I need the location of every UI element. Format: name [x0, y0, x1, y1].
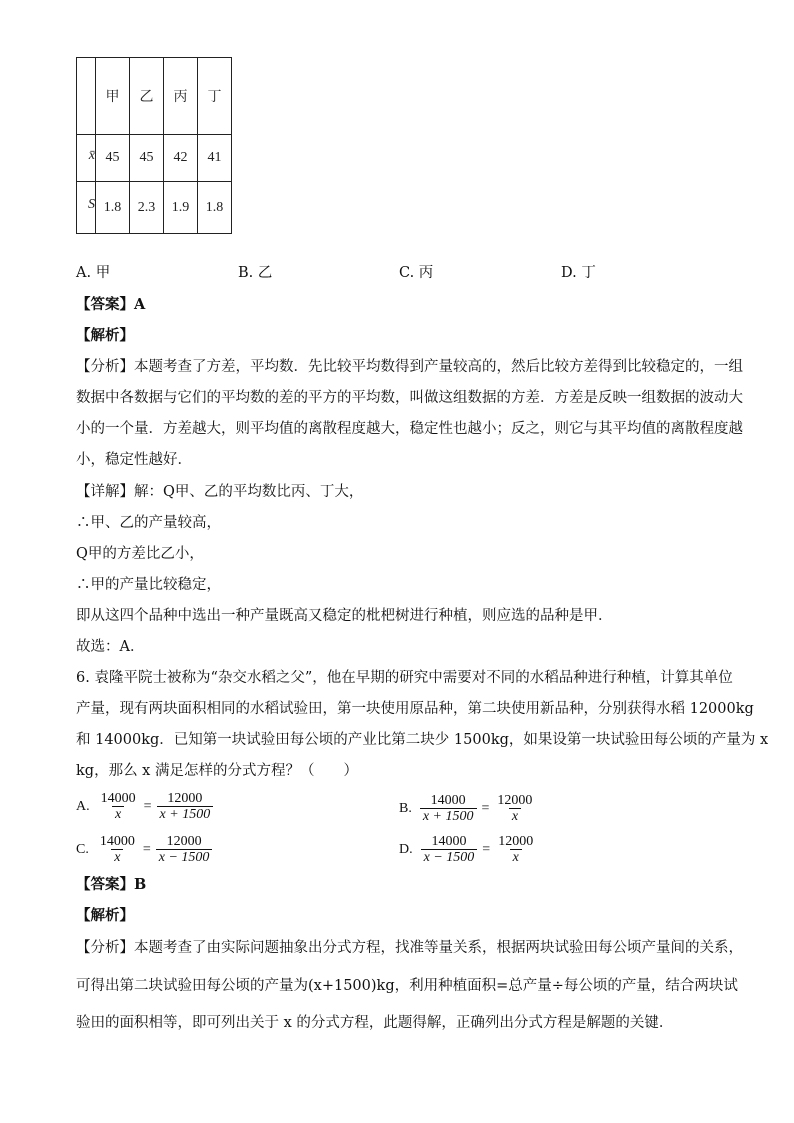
- numerator: 14000: [431, 834, 467, 849]
- q5-option-a: A. 甲: [76, 265, 111, 281]
- table-row-label: x̄: [77, 135, 96, 182]
- numerator: 14000: [430, 793, 466, 808]
- q5-detail-line: ∴甲的产量比较稳定，: [76, 577, 221, 593]
- denominator: x: [111, 849, 123, 866]
- option-label: B.: [399, 801, 412, 816]
- numerator: 12000: [498, 834, 534, 849]
- fraction: [97, 834, 138, 866]
- q6-stem-line: 产量，现有两块面积相同的水稻试验田，第一块使用原品种，第二块使用新品种，分别获得水稻 12000kg: [76, 701, 754, 717]
- table-header-cell: 乙: [130, 58, 164, 135]
- q5-option-c: C. 丙: [399, 265, 434, 281]
- denominator: x: [509, 808, 521, 825]
- fraction: [156, 834, 213, 866]
- table-cell: 42: [164, 135, 198, 182]
- numerator: 12000: [497, 793, 533, 808]
- q5-detail-line: 故选：A．: [76, 639, 145, 655]
- q5-analysis-line: 小的一个量．方差越大，则平均值的离散程度越大，稳定性也越小；反之，则它与其平均值的离散程度越: [76, 421, 743, 437]
- table-cell: 41: [198, 135, 232, 182]
- q6-option-a: [76, 791, 215, 823]
- q6-analysis-line: 可得出第二块试验田每公顷的产量为(x+1500)kg，利用种植面积=总产量÷每公顷的产量，结合两块试: [76, 978, 738, 994]
- option-label: C.: [76, 842, 89, 857]
- numerator: 12000: [166, 834, 202, 849]
- q5-option-d: D. 丁: [561, 265, 596, 281]
- q6-stem-line: kg，那么 x 满足怎样的分式方程？（ ）: [76, 763, 358, 779]
- q5-detail-line: 即从这四个品种中选出一种产量既高又稳定的枇杷树进行种植，则应选的品种是甲．: [76, 608, 613, 624]
- fraction: [420, 793, 477, 825]
- q5-analysis-line: 数据中各数据与它们的平均数的差的平方的平均数，叫做这组数据的方差．方差是反映一组数据的波动大: [76, 390, 743, 406]
- table-cell: 1.8: [198, 182, 232, 234]
- table-header-cell: 丙: [164, 58, 198, 135]
- q5-option-b: B. 乙: [238, 265, 273, 281]
- q5-detail-line: ∴甲、乙的产量较高，: [76, 515, 221, 531]
- denominator: x + 1500: [420, 808, 477, 825]
- equals-sign: =: [143, 799, 152, 814]
- q6-analysis-title: 【解析】: [76, 907, 134, 924]
- numerator: 14000: [99, 834, 135, 849]
- q5-analysis-line: 小，稳定性越好．: [76, 452, 192, 468]
- table-cell: 2.3: [130, 182, 164, 234]
- q6-stem-line: 6. 袁隆平院士被称为“杂交水稻之父”，他在早期的研究中需要对不同的水稻品种进行种植，计算其单位: [76, 670, 733, 686]
- q6-answer: 【答案】B: [76, 876, 147, 893]
- fraction: [495, 834, 536, 866]
- numerator: 12000: [167, 791, 203, 806]
- q6-option-d: [399, 834, 538, 866]
- option-label: D.: [399, 842, 413, 857]
- equals-sign: =: [481, 801, 490, 816]
- equals-sign: =: [142, 842, 151, 857]
- equals-sign: =: [482, 842, 491, 857]
- denominator: x: [112, 806, 124, 823]
- q5-analysis-title: 【解析】: [76, 327, 134, 344]
- fraction: [421, 834, 478, 866]
- table-cell: 45: [130, 135, 164, 182]
- denominator: x: [510, 849, 522, 866]
- q6-analysis-line: 验田的面积相等，即可列出关于 x 的分式方程，此题得解，正确列出分式方程是解题的关键．: [76, 1015, 674, 1031]
- denominator: x + 1500: [157, 806, 214, 823]
- q6-stem-line: 和 14000kg．已知第一块试验田每公顷的产业比第二块少 1500kg，如果设第一块试验田每公顷的产量为 x: [76, 732, 769, 748]
- table-header-cell: 丁: [198, 58, 232, 135]
- fraction: [98, 791, 139, 823]
- q6-option-b: [399, 793, 537, 825]
- q5-answer: 【答案】A: [76, 296, 146, 313]
- fraction: [494, 793, 535, 825]
- table-header-cell: 甲: [96, 58, 130, 135]
- q5-detail-line: 【详解】解：Q甲、乙的平均数比丙、丁大，: [76, 484, 364, 500]
- denominator: x − 1500: [421, 849, 478, 866]
- table-cell: 1.8: [96, 182, 130, 234]
- option-label: A.: [76, 799, 90, 814]
- table-row-label: S: [77, 182, 96, 234]
- table-cell: 45: [96, 135, 130, 182]
- q5-detail-line: Q甲的方差比乙小，: [76, 546, 204, 562]
- table-cell: 1.9: [164, 182, 198, 234]
- stats-table: [76, 57, 232, 234]
- denominator: x − 1500: [156, 849, 213, 866]
- q5-analysis-line: 【分析】本题考查了方差，平均数．先比较平均数得到产量较高的，然后比较方差得到比较稳定的，一组: [76, 359, 743, 375]
- q6-analysis-line: 【分析】本题考查了由实际问题抽象出分式方程，找准等量关系，根据两块试验田每公顷产量间的关系，: [76, 940, 743, 956]
- q6-option-c: [76, 834, 214, 866]
- table-corner-cell: [77, 58, 96, 135]
- fraction: [157, 791, 214, 823]
- numerator: 14000: [100, 791, 136, 806]
